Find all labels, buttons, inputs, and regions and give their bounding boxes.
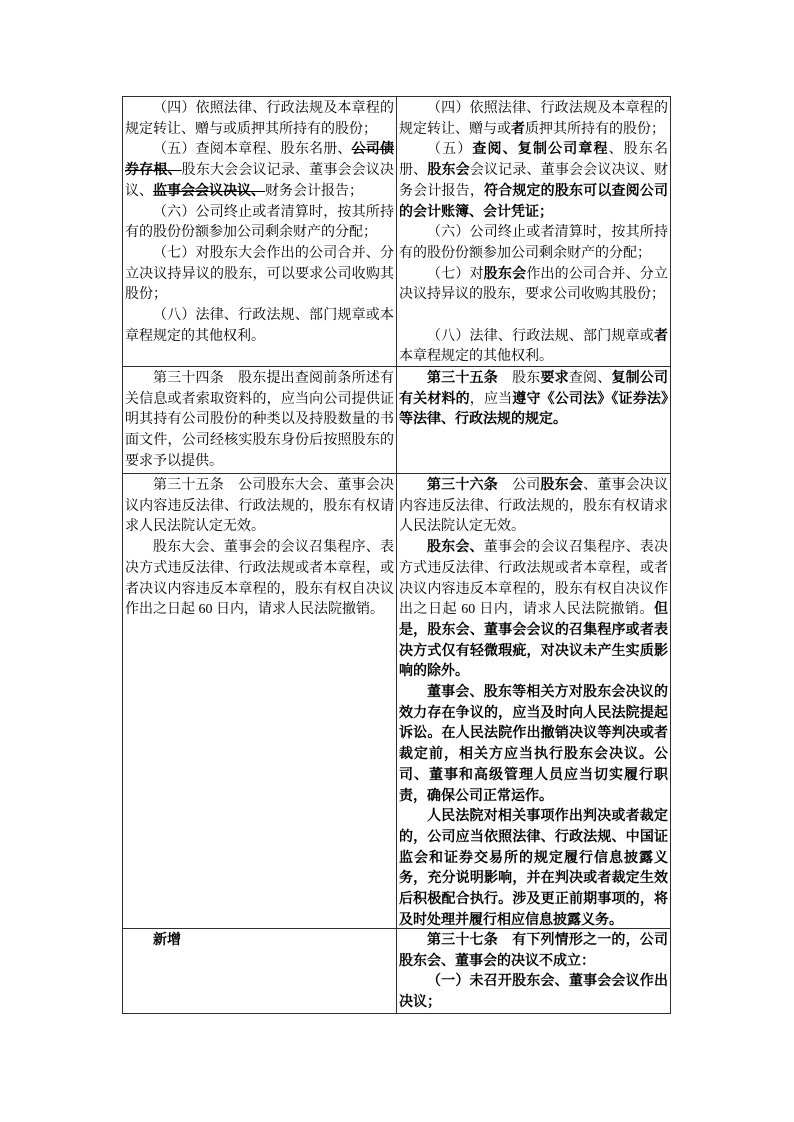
table-row xyxy=(123,474,671,929)
text-run: ，应当 xyxy=(469,391,513,407)
paragraph xyxy=(399,369,668,431)
paragraph xyxy=(125,99,394,140)
paragraph xyxy=(399,327,668,366)
cell-original-clause xyxy=(123,367,397,474)
paragraph xyxy=(125,931,394,952)
paragraph xyxy=(125,306,394,347)
table-row xyxy=(123,367,671,474)
cell-revised-clause xyxy=(397,97,671,367)
revised-text-run: 新增 xyxy=(153,933,181,948)
paragraph xyxy=(399,972,668,1013)
revised-text-run: 遵守《公司法》《证券法》等法律、行政法规的规定。 xyxy=(399,391,669,428)
revised-text-run: 董事会、股东等相关方对股东会决议的效力存在争议的，应当及时向人民法院提起诉讼。在人民法院作出撤销决议等判决或者裁定前，相关方应当执行股东会决议。公司、董事和高级管理人员应当切实履行职责，确保公司正常运作。 xyxy=(399,685,668,804)
text-run: 第三十五条 公司股东大会、董事会决议内容违反法律、行政法规的，股东有权请求人民法院认定无效。 xyxy=(125,478,394,535)
text-run: 第三十四条 股东提出查阅前条所述有关信息或者索取资料的，应当向公司提供证明其持有公司股份的种类以及持股数量的书面文件，公司经核实股东身份后按照股东的要求予以提供。 xyxy=(125,371,394,469)
paragraph xyxy=(399,140,668,223)
paragraph xyxy=(399,931,668,972)
comparison-table xyxy=(122,96,671,1014)
paragraph xyxy=(399,99,668,140)
paragraph xyxy=(399,538,668,683)
text-run: 作出的公司合并、分立决议持异议的股东，要求公司收购其股份； xyxy=(399,266,668,303)
revised-text-run: （一）未召开股东会、董事会会议作出决议； xyxy=(399,974,668,1011)
cell-original-clause xyxy=(123,474,397,929)
revised-text-run: 符合规定的股东可以查阅公司的会计账簿、会计凭证； xyxy=(399,183,668,220)
text-run: （八）法律、行政法规、部门规章或 xyxy=(427,328,654,344)
text-run: （八）法律、行政法规、部门规章或本章程规定的其他权利。 xyxy=(125,308,394,344)
cell-content xyxy=(397,474,670,928)
text-run: 查阅、 xyxy=(568,371,612,386)
text-run: 质押其所持有的股份； xyxy=(525,121,665,137)
revised-text-run: 但是，股东会、董事会会议的召集程序或者表决方式仅有轻微瑕疵，对决议未产生实质影响的除外。 xyxy=(399,602,668,680)
text-run: 股东大会会议记录、董事会会议决议、 xyxy=(125,163,395,199)
revised-text-run: 要求 xyxy=(540,371,569,386)
cell-content xyxy=(123,367,396,473)
paragraph xyxy=(125,244,394,306)
text-run: 财务会计报告； xyxy=(265,183,363,199)
paragraph xyxy=(399,265,668,306)
paragraph xyxy=(125,476,394,538)
text-run: 董事会的会议召集程序、表决方式违反法律、行政法规或者本章程，或者决议内容违反本章程的，股东有权自决议作出之日起 60 日内，请求人民法院撤销。 xyxy=(399,540,668,618)
text-run: （五）查阅本章程、股东名册、 xyxy=(153,142,352,158)
text-run: 、股东名册、 xyxy=(399,142,669,179)
paragraph xyxy=(125,369,394,473)
text-run: 本章程规定的其他权利。 xyxy=(399,349,553,365)
cell-revised-clause xyxy=(397,929,671,1014)
cell-content xyxy=(397,929,670,1013)
revised-text-run: 第三十七条 有下列情形之一的，公司股东会、董事会的决议不成立： xyxy=(399,933,668,969)
text-run: （五） xyxy=(427,142,473,158)
revised-text-run: 者 xyxy=(511,121,525,137)
cell-original-clause xyxy=(123,97,397,367)
text-run: 股东大会、董事会的会议召集程序、表决方式违反法律、行政法规或者本章程，或者决议内容违反本章程的，股东有权自决议作出之日起 60 日内，请求人民法院撤销。 xyxy=(125,540,394,618)
paragraph xyxy=(399,683,668,807)
revised-text-run: 股东会 xyxy=(427,163,470,179)
text-run: 、董事会决议内容违反法律、行政法规的，股东有权请求人民法院认定无效。 xyxy=(399,478,668,535)
revised-text-run: 人民法院对相关事项作出判决或者裁定的，公司应当依照法律、行政法规、中国证监会和证券交易所的规定履行信息披露义务，充分说明影响，并在判决或者裁定生效后积极配合执行。涉及更正前期事项的，将及时处理并履行相应信息披露义务。 xyxy=(399,809,668,928)
paragraph xyxy=(399,306,668,327)
revised-text-run: 股东会 xyxy=(483,266,527,282)
cell-revised-clause xyxy=(397,474,671,929)
paragraph xyxy=(125,203,394,244)
text-run: （四）依照法律、行政法规及本章程的规定转让、赠与或质押其所持有的股份； xyxy=(125,101,394,137)
paragraph xyxy=(125,140,394,202)
revised-text-run: 第三十五条 xyxy=(427,371,498,386)
revised-text-run: 第三十六条 xyxy=(427,478,498,493)
deleted-text-run: 公司债券存根、 xyxy=(125,142,394,179)
paragraph xyxy=(399,223,668,264)
revised-text-run: 股东会、 xyxy=(427,540,484,556)
cell-content xyxy=(397,97,670,366)
text-run: （四）依照法律、行政法规及本章程的规定转让、赠与或 xyxy=(399,101,668,137)
cell-revised-clause xyxy=(397,367,671,474)
cell-content xyxy=(123,474,396,928)
text-run: （七）对 xyxy=(427,266,484,282)
paragraph xyxy=(399,807,668,928)
cell-original-clause xyxy=(123,929,397,1014)
revised-text-run: 查阅、复制公司章程 xyxy=(472,142,609,158)
text-run: 股东 xyxy=(497,371,541,386)
text-run: 会议记录、董事会会议决议、财务会计报告， xyxy=(399,163,669,199)
paragraph xyxy=(399,476,668,538)
revised-text-run: 股东会 xyxy=(540,478,584,493)
paragraph xyxy=(125,538,394,621)
text-run: （六）公司终止或者清算时，按其所持有的股份份额参加公司剩余财产的分配； xyxy=(125,204,394,241)
revised-text-run: 者 xyxy=(654,328,668,344)
table-row xyxy=(123,929,671,1014)
text-run: （七）对股东大会作出的公司合并、分立决议持异议的股东，可以要求公司收购其股份； xyxy=(125,245,394,303)
deleted-text-run: 监事会会议决议、 xyxy=(153,183,265,199)
cell-content xyxy=(397,367,670,473)
revised-text-run: 复制公司有关材料的 xyxy=(399,371,668,407)
cell-content xyxy=(123,97,396,366)
table-row xyxy=(123,97,671,367)
text-run: （六）公司终止或者清算时，按其所持有的股份份额参加公司剩余财产的分配； xyxy=(399,225,668,261)
cell-content xyxy=(123,929,396,1013)
comparison-table-body xyxy=(123,97,671,1014)
text-run: 公司 xyxy=(497,478,541,493)
